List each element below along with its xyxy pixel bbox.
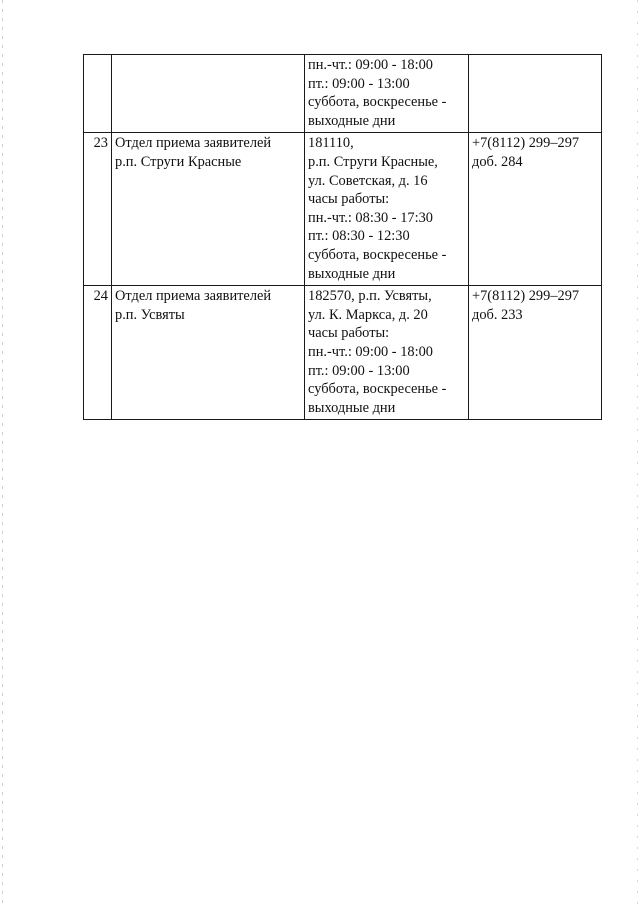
row-number: 23 — [93, 135, 108, 152]
phone-extension: доб. 284 — [472, 153, 523, 170]
office-name-line: р.п. Струги Красные — [115, 153, 242, 170]
table-row-23 — [84, 133, 602, 286]
address-line: выходные дни — [308, 265, 396, 282]
row-number-cell — [84, 286, 112, 420]
offices-table — [83, 54, 602, 420]
address-line: суббота, воскресенье - — [308, 246, 447, 263]
address-line: суббота, воскресенье - — [308, 94, 447, 111]
phone-number: +7(8112) 299–297 — [472, 288, 580, 305]
address-line: пн.-чт.: 08:30 - 17:30 — [308, 209, 433, 226]
address-line: пт.: 09:00 - 13:00 — [308, 362, 410, 379]
office-name-line: р.п. Усвяты — [115, 306, 185, 323]
address-line: пн.-чт.: 09:00 - 18:00 — [308, 343, 433, 360]
phone-number: +7(8112) 299–297 — [472, 135, 580, 152]
address-cell — [305, 133, 469, 286]
office-name-line: Отдел приема заявителей — [115, 288, 272, 305]
scan-edge-right — [637, 0, 638, 905]
address-line: р.п. Струги Красные, — [308, 153, 438, 170]
address-line: часы работы: — [308, 325, 390, 342]
address-cell — [305, 55, 469, 133]
office-name-cell — [112, 133, 305, 286]
phone-cell — [469, 133, 602, 286]
address-line: 181110, — [308, 135, 354, 152]
address-line: пт.: 08:30 - 12:30 — [308, 228, 410, 245]
address-line: выходные дни — [308, 399, 396, 416]
address-line: выходные дни — [308, 112, 396, 129]
row-number-cell — [84, 55, 112, 133]
scan-edge-left — [2, 0, 3, 905]
address-cell — [305, 286, 469, 420]
row-number-cell — [84, 133, 112, 286]
table-row-continuation — [84, 55, 602, 133]
table-row-24 — [84, 286, 602, 420]
office-name-line: Отдел приема заявителей — [115, 135, 272, 152]
address-line: ул. К. Маркса, д. 20 — [308, 306, 428, 323]
address-line: ул. Советская, д. 16 — [308, 172, 428, 189]
address-line: суббота, воскресенье - — [308, 381, 447, 398]
office-name-cell — [112, 286, 305, 420]
phone-cell — [469, 286, 602, 420]
address-line: пн.-чт.: 09:00 - 18:00 — [308, 57, 433, 73]
address-line: 182570, р.п. Усвяты, — [308, 288, 432, 305]
phone-extension: доб. 233 — [472, 306, 523, 323]
row-number: 24 — [93, 288, 108, 305]
phone-cell — [469, 55, 602, 133]
address-line: пт.: 09:00 - 13:00 — [308, 75, 410, 92]
address-line: часы работы: — [308, 191, 390, 208]
office-name-cell — [112, 55, 305, 133]
